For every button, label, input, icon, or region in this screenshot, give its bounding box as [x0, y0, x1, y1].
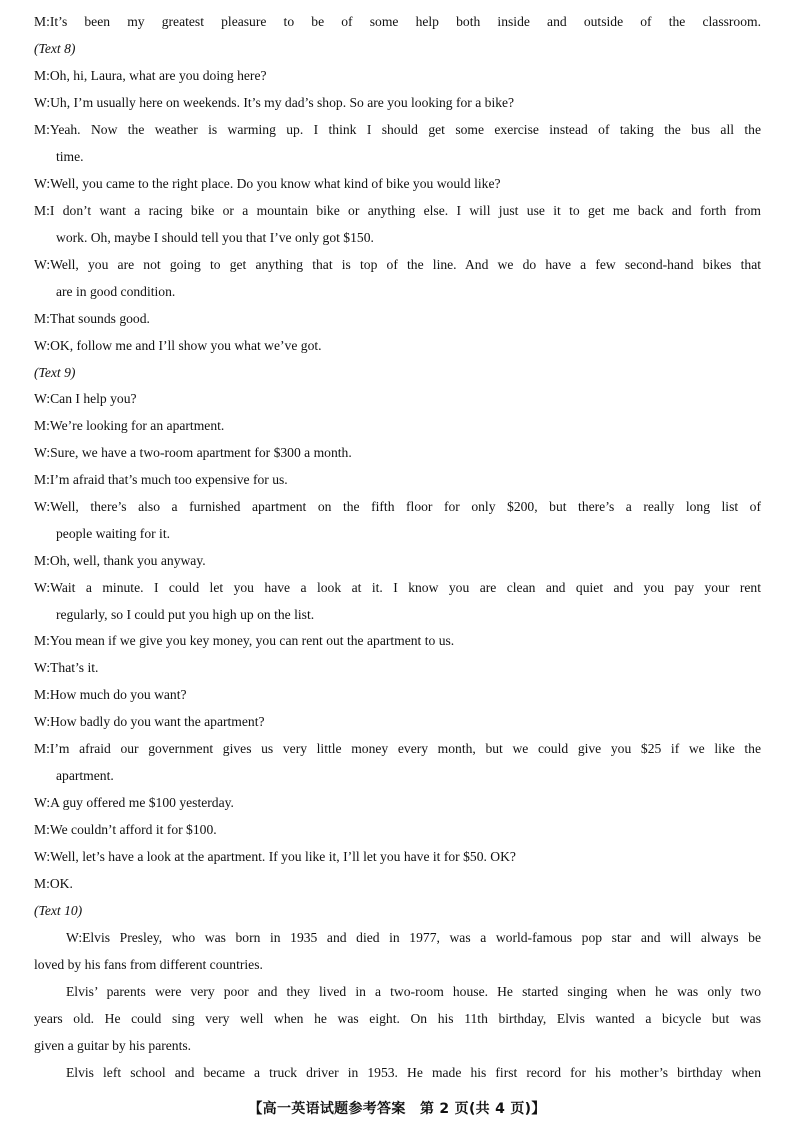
text-line: M:How much do you want? [34, 687, 187, 702]
text-line: Elvis left school and became a truck driver in 1953. He made his first record for his mother’s birthday when [66, 1065, 761, 1080]
text-line: given a guitar by his parents. [34, 1038, 192, 1053]
text-line: W:Uh, I’m usually here on weekends. It’s my dad’s shop. So are you looking for a bike? [34, 95, 515, 110]
text-line: W:Can I help you? [34, 391, 137, 406]
text-line: M:That sounds good. [34, 311, 150, 326]
text-line: Elvis’ parents were very poor and they lived in a two-room house. He started singing when he was only two [66, 984, 761, 999]
text-line: M:Oh, hi, Laura, what are you doing here? [34, 68, 267, 83]
text-line: M:It’s been my greatest pleasure to be of some help both inside and outside of the classroom. [34, 14, 761, 29]
text-line: M:OK. [34, 876, 73, 891]
section-label-text-8: (Text 8) [34, 41, 76, 56]
text-line: work. Oh, maybe I should tell you that I’ve only got $150. [56, 230, 374, 245]
text-line: W:Well, there’s also a furnished apartment on the fifth floor for only $200, but there’s a really long list of [34, 499, 761, 514]
text-line: W:How badly do you want the apartment? [34, 714, 265, 729]
page-footer: 【高一英语试题参考答案 第 2 页(共 4 页)】 [248, 1101, 546, 1117]
text-line: M:I don’t want a racing bike or a mountain bike or anything else. I will just use it to get me back and forth from [34, 203, 761, 218]
text-line: W:Elvis Presley, who was born in 1935 and died in 1977, was a world-famous pop star and will always be [66, 930, 761, 945]
section-label-text-9: (Text 9) [34, 365, 76, 380]
text-line: W:That’s it. [34, 660, 99, 675]
text-line: M:I’m afraid that’s much too expensive for us. [34, 472, 288, 487]
text-line: M:You mean if we give you key money, you can rent out the apartment to us. [34, 633, 455, 648]
text-line: M:We couldn’t afford it for $100. [34, 822, 217, 837]
text-line: M:Yeah. Now the weather is warming up. I think I should get some exercise instead of taking the bus all the [34, 122, 761, 137]
text-line: people waiting for it. [56, 526, 171, 541]
text-line: W:Well, you came to the right place. Do you know what kind of bike you would like? [34, 176, 501, 191]
text-line: loved by his fans from different countries. [34, 957, 263, 972]
text-line: are in good condition. [56, 284, 176, 299]
text-line: W:A guy offered me $100 yesterday. [34, 795, 234, 810]
text-line: W:Sure, we have a two-room apartment for $300 a month. [34, 445, 352, 460]
text-line: W:Wait a minute. I could let you have a look at it. I know you are clean and quiet and you pay your rent [34, 580, 761, 595]
text-line: W:Well, you are not going to get anything that is top of the line. And we do have a few second-hand bikes that [34, 257, 761, 272]
text-line: M:I’m afraid our government gives us very little money every month, but we could give you $25 if we like the [34, 741, 761, 756]
text-line: apartment. [56, 768, 114, 783]
text-line: W:Well, let’s have a look at the apartment. If you like it, I’ll let you have it for $50. OK? [34, 849, 516, 864]
text-line: years old. He could sing very well when he was eight. On his 11th birthday, Elvis wanted a bicycle but was [34, 1011, 761, 1026]
section-label-text-10: (Text 10) [34, 903, 83, 918]
text-line: W:OK, follow me and I’ll show you what we’ve got. [34, 338, 322, 353]
text-line: time. [56, 149, 84, 164]
text-line: regularly, so I could put you high up on the list. [56, 607, 315, 622]
text-line: M:We’re looking for an apartment. [34, 418, 225, 433]
text-line: M:Oh, well, thank you anyway. [34, 553, 206, 568]
